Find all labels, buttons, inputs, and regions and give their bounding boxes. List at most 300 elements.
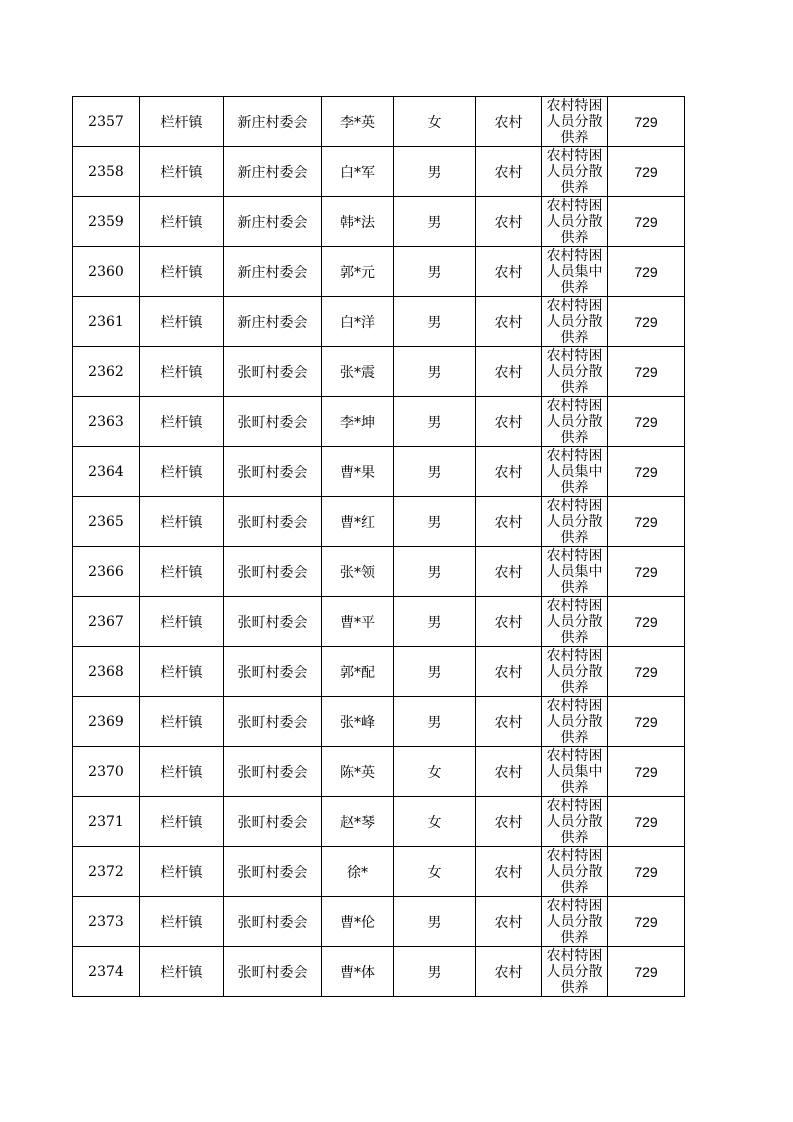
person-name: 曹*伦	[340, 914, 375, 931]
name-cell	[322, 347, 394, 397]
table-body	[73, 97, 685, 997]
gender: 女	[427, 764, 442, 781]
support-type-line: 供养	[560, 230, 589, 244]
town-cell	[140, 897, 224, 947]
table-row	[73, 697, 685, 747]
area-type: 农村	[494, 464, 523, 481]
support-type	[542, 698, 607, 744]
amount: 729	[634, 163, 658, 180]
village-committee: 张町村委会	[237, 714, 308, 731]
gender: 女	[427, 864, 442, 881]
town: 栏杆镇	[160, 464, 203, 481]
village-committee-cell	[224, 147, 322, 197]
amount: 729	[634, 363, 658, 380]
support-type-cell	[542, 397, 608, 447]
town: 栏杆镇	[160, 264, 203, 281]
person-name: 曹*红	[340, 514, 375, 531]
village-committee-cell	[224, 247, 322, 297]
amount-cell	[608, 397, 685, 447]
amount-cell	[608, 147, 685, 197]
serial-number-cell	[73, 547, 140, 597]
table-row	[73, 747, 685, 797]
village-committee-cell	[224, 797, 322, 847]
support-type-line: 供养	[560, 480, 589, 494]
support-type	[542, 648, 607, 694]
village-committee-cell	[224, 847, 322, 897]
amount: 729	[634, 113, 658, 130]
amount-cell	[608, 897, 685, 947]
area-cell	[476, 147, 542, 197]
gender: 女	[427, 114, 442, 131]
amount: 729	[634, 513, 658, 530]
village-committee: 张町村委会	[237, 814, 308, 831]
support-type	[542, 898, 607, 944]
village-committee-cell	[224, 347, 322, 397]
area-type: 农村	[494, 964, 523, 981]
serial-number: 2358	[88, 163, 124, 180]
support-type-line: 人员分散	[546, 414, 603, 430]
support-type-line: 供养	[560, 830, 589, 844]
village-committee-cell	[224, 197, 322, 247]
support-type-line: 供养	[560, 430, 589, 444]
gender-cell	[394, 847, 476, 897]
amount: 729	[634, 213, 658, 230]
name-cell	[322, 497, 394, 547]
serial-number: 2372	[88, 863, 124, 880]
village-committee-cell	[224, 397, 322, 447]
name-cell	[322, 97, 394, 147]
serial-number-cell	[73, 247, 140, 297]
gender-cell	[394, 897, 476, 947]
amount: 729	[634, 613, 658, 630]
area-cell	[476, 497, 542, 547]
area-cell	[476, 897, 542, 947]
town-cell	[140, 947, 224, 997]
support-type-cell	[542, 197, 608, 247]
amount-cell	[608, 947, 685, 997]
amount-cell	[608, 447, 685, 497]
support-type-cell	[542, 247, 608, 297]
support-type	[542, 248, 607, 294]
amount: 729	[634, 713, 658, 730]
town-cell	[140, 697, 224, 747]
area-cell	[476, 447, 542, 497]
gender-cell	[394, 397, 476, 447]
gender: 男	[427, 264, 442, 281]
area-type: 农村	[494, 814, 523, 831]
gender: 男	[427, 714, 442, 731]
gender: 男	[427, 564, 442, 581]
person-name: 徐*	[347, 864, 368, 881]
table-row	[73, 297, 685, 347]
table-row	[73, 497, 685, 547]
serial-number: 2361	[88, 313, 124, 330]
town: 栏杆镇	[160, 864, 203, 881]
village-committee: 张町村委会	[237, 764, 308, 781]
town-cell	[140, 447, 224, 497]
amount-cell	[608, 547, 685, 597]
amount: 729	[634, 413, 658, 430]
support-type-line: 供养	[560, 880, 589, 894]
village-committee: 新庄村委会	[237, 214, 308, 231]
serial-number: 2371	[88, 813, 124, 830]
area-cell	[476, 697, 542, 747]
support-type	[542, 748, 607, 794]
serial-number-cell	[73, 147, 140, 197]
village-committee: 张町村委会	[237, 514, 308, 531]
person-name: 张*峰	[340, 714, 375, 731]
serial-number: 2365	[88, 513, 124, 530]
support-type	[542, 948, 607, 994]
town: 栏杆镇	[160, 664, 203, 681]
serial-number: 2374	[88, 963, 124, 980]
support-type-line: 人员分散	[546, 714, 603, 730]
amount: 729	[634, 863, 658, 880]
serial-number-cell	[73, 797, 140, 847]
area-cell	[476, 97, 542, 147]
amount: 729	[634, 563, 658, 580]
support-type-cell	[542, 347, 608, 397]
support-type	[542, 98, 607, 144]
support-type-cell	[542, 147, 608, 197]
name-cell	[322, 447, 394, 497]
support-type-cell	[542, 797, 608, 847]
area-type: 农村	[494, 164, 523, 181]
support-type-line: 人员分散	[546, 164, 603, 180]
town: 栏杆镇	[160, 364, 203, 381]
person-name: 白*军	[340, 164, 375, 181]
village-committee: 张町村委会	[237, 464, 308, 481]
amount-cell	[608, 197, 685, 247]
support-type-cell	[542, 947, 608, 997]
support-type-cell	[542, 647, 608, 697]
gender: 男	[427, 964, 442, 981]
table-row	[73, 547, 685, 597]
village-committee-cell	[224, 447, 322, 497]
amount: 729	[634, 463, 658, 480]
town: 栏杆镇	[160, 514, 203, 531]
gender-cell	[394, 647, 476, 697]
support-type-line: 人员集中	[546, 564, 603, 580]
serial-number-cell	[73, 597, 140, 647]
village-committee-cell	[224, 597, 322, 647]
area-cell	[476, 197, 542, 247]
support-type-cell	[542, 597, 608, 647]
village-committee-cell	[224, 647, 322, 697]
support-type-line: 农村特困	[546, 548, 603, 564]
person-name: 李*英	[340, 114, 375, 131]
name-cell	[322, 947, 394, 997]
amount-cell	[608, 847, 685, 897]
serial-number: 2369	[88, 713, 124, 730]
serial-number: 2366	[88, 563, 124, 580]
gender: 男	[427, 514, 442, 531]
gender: 男	[427, 364, 442, 381]
area-cell	[476, 347, 542, 397]
name-cell	[322, 747, 394, 797]
area-type: 农村	[494, 514, 523, 531]
support-type-line: 供养	[560, 680, 589, 694]
name-cell	[322, 847, 394, 897]
town-cell	[140, 747, 224, 797]
village-committee: 新庄村委会	[237, 114, 308, 131]
town: 栏杆镇	[160, 814, 203, 831]
support-type	[542, 848, 607, 894]
serial-number-cell	[73, 347, 140, 397]
person-name: 陈*英	[340, 764, 375, 781]
serial-number-cell	[73, 97, 140, 147]
support-type	[542, 198, 607, 244]
serial-number-cell	[73, 697, 140, 747]
town-cell	[140, 97, 224, 147]
support-type-line: 供养	[560, 330, 589, 344]
area-type: 农村	[494, 864, 523, 881]
gender-cell	[394, 247, 476, 297]
table-row	[73, 147, 685, 197]
amount-cell	[608, 647, 685, 697]
support-type-line: 人员集中	[546, 764, 603, 780]
support-type-cell	[542, 897, 608, 947]
town: 栏杆镇	[160, 214, 203, 231]
serial-number-cell	[73, 397, 140, 447]
village-committee: 张町村委会	[237, 864, 308, 881]
support-type	[542, 498, 607, 544]
town-cell	[140, 297, 224, 347]
table-row	[73, 97, 685, 147]
village-committee-cell	[224, 897, 322, 947]
amount-cell	[608, 597, 685, 647]
amount-cell	[608, 97, 685, 147]
serial-number-cell	[73, 447, 140, 497]
support-type-line: 人员分散	[546, 514, 603, 530]
village-committee-cell	[224, 97, 322, 147]
support-type	[542, 548, 607, 594]
table-row	[73, 897, 685, 947]
town: 栏杆镇	[160, 714, 203, 731]
support-type-line: 农村特困	[546, 898, 603, 914]
amount: 729	[634, 913, 658, 930]
area-type: 农村	[494, 314, 523, 331]
gender-cell	[394, 297, 476, 347]
village-committee: 新庄村委会	[237, 264, 308, 281]
town-cell	[140, 647, 224, 697]
table-row	[73, 347, 685, 397]
support-type	[542, 148, 607, 194]
amount-cell	[608, 697, 685, 747]
support-type-line: 农村特困	[546, 848, 603, 864]
area-cell	[476, 647, 542, 697]
support-type	[542, 798, 607, 844]
support-type-line: 农村特困	[546, 598, 603, 614]
amount-cell	[608, 747, 685, 797]
amount: 729	[634, 763, 658, 780]
gender-cell	[394, 147, 476, 197]
amount: 729	[634, 813, 658, 830]
name-cell	[322, 547, 394, 597]
support-type-line: 农村特困	[546, 298, 603, 314]
town: 栏杆镇	[160, 164, 203, 181]
area-type: 农村	[494, 714, 523, 731]
person-name: 赵*琴	[340, 814, 375, 831]
serial-number: 2357	[88, 113, 124, 130]
gender: 男	[427, 914, 442, 931]
support-type	[542, 298, 607, 344]
support-type-line: 供养	[560, 530, 589, 544]
area-cell	[476, 947, 542, 997]
person-name: 张*震	[340, 364, 375, 381]
support-type-line: 农村特困	[546, 798, 603, 814]
amount: 729	[634, 263, 658, 280]
person-name: 曹*平	[340, 614, 375, 631]
amount: 729	[634, 313, 658, 330]
support-type-line: 农村特困	[546, 748, 603, 764]
town: 栏杆镇	[160, 414, 203, 431]
support-type-line: 农村特困	[546, 98, 603, 114]
support-type-line: 供养	[560, 980, 589, 994]
support-type-line: 供养	[560, 780, 589, 794]
support-type-line: 人员分散	[546, 864, 603, 880]
village-committee: 新庄村委会	[237, 314, 308, 331]
area-type: 农村	[494, 564, 523, 581]
gender-cell	[394, 597, 476, 647]
name-cell	[322, 397, 394, 447]
village-committee: 张町村委会	[237, 664, 308, 681]
serial-number: 2367	[88, 613, 124, 630]
name-cell	[322, 697, 394, 747]
town: 栏杆镇	[160, 114, 203, 131]
support-type-cell	[542, 497, 608, 547]
serial-number: 2359	[88, 213, 124, 230]
support-type-line: 农村特困	[546, 148, 603, 164]
town: 栏杆镇	[160, 614, 203, 631]
serial-number: 2368	[88, 663, 124, 680]
name-cell	[322, 597, 394, 647]
area-cell	[476, 547, 542, 597]
town-cell	[140, 847, 224, 897]
village-committee: 张町村委会	[237, 414, 308, 431]
serial-number: 2373	[88, 913, 124, 930]
town-cell	[140, 547, 224, 597]
area-cell	[476, 297, 542, 347]
gender-cell	[394, 497, 476, 547]
support-type-line: 人员分散	[546, 214, 603, 230]
support-type-line: 供养	[560, 630, 589, 644]
amount-cell	[608, 497, 685, 547]
town-cell	[140, 147, 224, 197]
gender-cell	[394, 447, 476, 497]
support-type-line: 农村特困	[546, 198, 603, 214]
gender: 男	[427, 614, 442, 631]
area-type: 农村	[494, 214, 523, 231]
support-type-line: 人员分散	[546, 314, 603, 330]
table-row	[73, 647, 685, 697]
gender: 男	[427, 164, 442, 181]
support-type	[542, 398, 607, 444]
name-cell	[322, 897, 394, 947]
support-type	[542, 448, 607, 494]
table-row	[73, 247, 685, 297]
serial-number: 2370	[88, 763, 124, 780]
support-type-line: 农村特困	[546, 698, 603, 714]
gender: 女	[427, 814, 442, 831]
amount: 729	[634, 963, 658, 980]
table-row	[73, 797, 685, 847]
village-committee: 张町村委会	[237, 914, 308, 931]
gender: 男	[427, 214, 442, 231]
support-type-line: 人员分散	[546, 114, 603, 130]
gender-cell	[394, 747, 476, 797]
person-name: 曹*果	[340, 464, 375, 481]
town-cell	[140, 247, 224, 297]
area-type: 农村	[494, 614, 523, 631]
support-type-line: 农村特困	[546, 948, 603, 964]
support-type-line: 人员集中	[546, 264, 603, 280]
name-cell	[322, 647, 394, 697]
gender-cell	[394, 197, 476, 247]
person-name: 白*洋	[340, 314, 375, 331]
name-cell	[322, 297, 394, 347]
area-cell	[476, 397, 542, 447]
town: 栏杆镇	[160, 314, 203, 331]
support-type-cell	[542, 547, 608, 597]
relief-roster-table	[72, 96, 685, 997]
village-committee: 张町村委会	[237, 364, 308, 381]
serial-number-cell	[73, 197, 140, 247]
town-cell	[140, 597, 224, 647]
area-cell	[476, 597, 542, 647]
support-type-line: 农村特困	[546, 648, 603, 664]
support-type-line: 供养	[560, 130, 589, 144]
serial-number-cell	[73, 497, 140, 547]
town-cell	[140, 347, 224, 397]
support-type-cell	[542, 297, 608, 347]
support-type-line: 供养	[560, 730, 589, 744]
amount-cell	[608, 297, 685, 347]
gender-cell	[394, 947, 476, 997]
support-type	[542, 598, 607, 644]
village-committee: 新庄村委会	[237, 164, 308, 181]
name-cell	[322, 197, 394, 247]
gender: 男	[427, 664, 442, 681]
town-cell	[140, 197, 224, 247]
name-cell	[322, 147, 394, 197]
area-cell	[476, 797, 542, 847]
town-cell	[140, 397, 224, 447]
amount-cell	[608, 797, 685, 847]
town: 栏杆镇	[160, 964, 203, 981]
support-type-line: 农村特困	[546, 348, 603, 364]
gender-cell	[394, 797, 476, 847]
table-row	[73, 947, 685, 997]
area-type: 农村	[494, 664, 523, 681]
town-cell	[140, 497, 224, 547]
support-type-line: 人员分散	[546, 364, 603, 380]
gender: 男	[427, 464, 442, 481]
support-type-cell	[542, 847, 608, 897]
village-committee-cell	[224, 547, 322, 597]
area-cell	[476, 247, 542, 297]
town-cell	[140, 797, 224, 847]
serial-number-cell	[73, 297, 140, 347]
village-committee-cell	[224, 297, 322, 347]
area-type: 农村	[494, 764, 523, 781]
village-committee-cell	[224, 697, 322, 747]
support-type-line: 农村特困	[546, 248, 603, 264]
support-type-cell	[542, 97, 608, 147]
support-type-line: 人员集中	[546, 464, 603, 480]
village-committee: 张町村委会	[237, 564, 308, 581]
table-row	[73, 447, 685, 497]
